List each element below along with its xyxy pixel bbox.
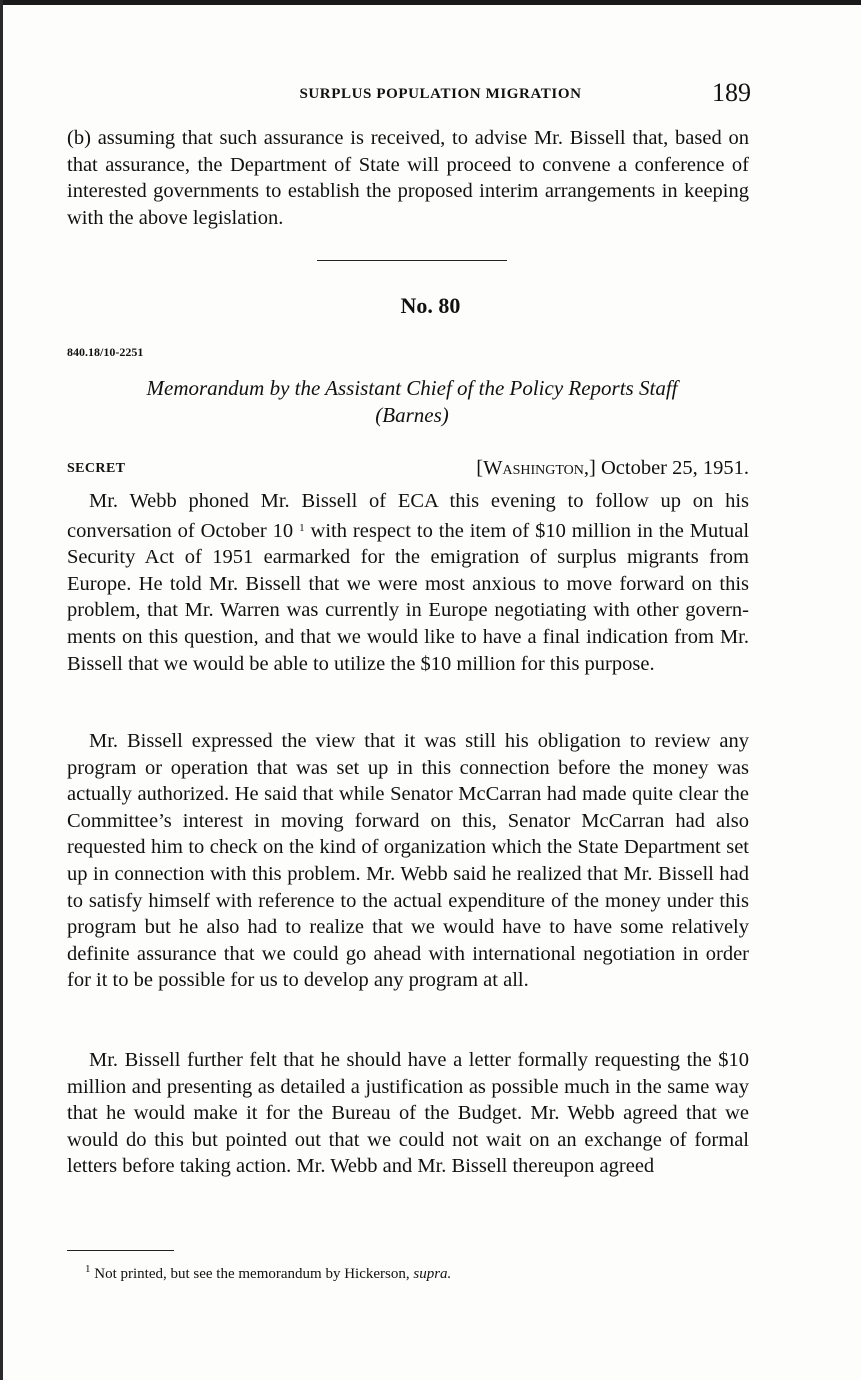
body-paragraph-1 [67, 488, 749, 677]
footnote-divider [67, 1250, 174, 1251]
footnote-reference: 1 [299, 521, 305, 534]
section-divider [317, 260, 507, 261]
footnote [85, 1263, 451, 1283]
footnote-text: Not printed, but see the memorandum by Hickerson, [94, 1266, 410, 1282]
dateline-place: [Washington,] [476, 457, 596, 479]
body-paragraph-2: Mr. Bissell expressed the view that it was still his obligation to review any program or operation that was set up in this connection before the money was actually authorized. He said that while Senator McCarran had made quite clear the Committee’s interest in moving forward on this, Senator McCarran had also requested him to check on the kind of organization which the State Department set up in connection with this problem. Mr. Webb said he realized that Mr. Bissell had to satisfy himself with reference to the actual expenditure of the money under this program but he also had to realize that we would have to have some relatively definite assurance that we could go ahead with international negotiation in order for it to be possible for us to develop any program at all. [67, 730, 749, 992]
footnote-marker: 1 [85, 1263, 91, 1275]
title-line-1: Memorandum by the Assistant Chief of the Policy Reports Staff [146, 376, 678, 400]
top-border [0, 0, 861, 5]
p1-text-before-note: Mr. Webb phoned Mr. Bissell of ECA this evening to follow up on his conversation of October 10 [67, 490, 749, 542]
page-number: 189 [712, 78, 751, 107]
footnote-italic-text: supra. [413, 1266, 452, 1282]
file-number: 840.18/10-2251 [67, 345, 144, 359]
title-line-2: (Barnes) [375, 403, 449, 427]
document-number: No. 80 [400, 293, 461, 318]
p1-text-after-note: with respect to the item of $10 million in the Mutual Security Act of 1951 earmarked for the emigration of surplus migrants from Europe. He told Mr. Bissell that we were most anxious to move forward on this problem, that Mr. Warren was currently in Europe negotiating with other governments on this question, and that we would like to have a final indication from Mr. Bissell that we would be able to utilize the $10 million for this purpose. [67, 519, 750, 675]
continuation-paragraph: (b) assuming that such assurance is received, to advise Mr. Bissell that, based on that assurance, the Department of State will proceed to convene a conference of interested governments to establish the proposed interim arrangements in keeping with the above legislation. [67, 127, 749, 229]
body-paragraph-3: Mr. Bissell further felt that he should have a letter formally requesting the $10 million and presenting as detailed a justification as possible much in the same way that he would make it for the Bureau of the Budget. Mr. Webb agreed that we would do this but pointed out that we could not wait on an exchange of formal letters before taking action. Mr. Webb and Mr. Bissell thereupon agreed [67, 1049, 749, 1178]
dateline [476, 457, 749, 480]
classification-label: SECRET [67, 461, 126, 476]
left-border [0, 0, 3, 1380]
dateline-date: October 25, 1951. [600, 457, 749, 479]
running-title: SURPLUS POPULATION MIGRATION [299, 86, 582, 102]
document-title [67, 375, 757, 429]
